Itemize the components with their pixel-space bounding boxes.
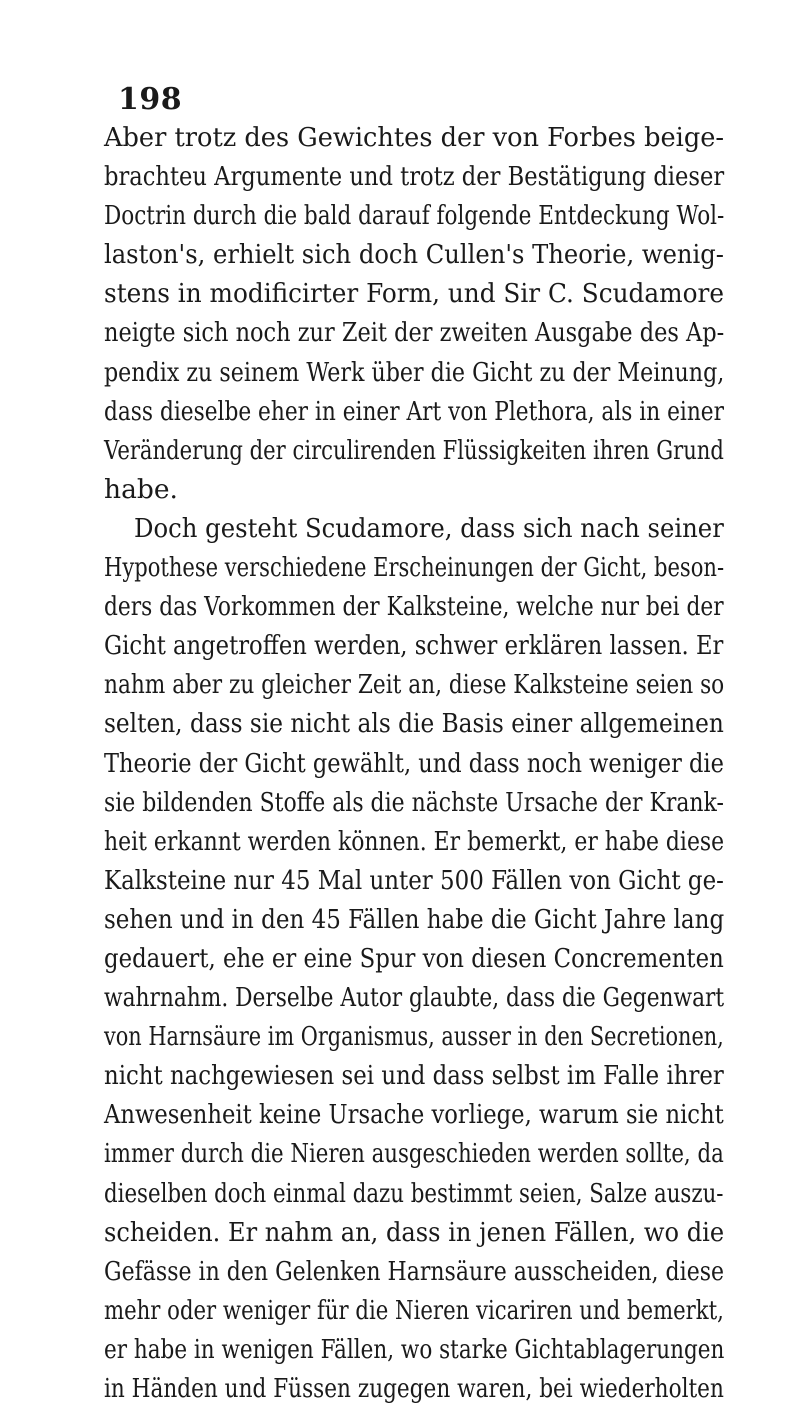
text-line: sie bildenden Stoffe als die nächste Ursache der Krank- (104, 786, 724, 818)
text-line: Gicht angetroffen werden, schwer erklären lassen. Er (104, 630, 724, 662)
text-line: dieselben doch einmal dazu bestimmt seien, Salze auszu- (104, 1177, 724, 1209)
page-number: 198 (118, 82, 183, 117)
text-line: pendix zu seinem Werk über die Gicht zu der Meinung, (104, 356, 725, 388)
text-line: dass dieselbe eher in einer Art von Plethora, als in einer (104, 395, 724, 427)
text-line: von Harnsäure im Organismus, ausser in den Secretionen, (104, 1021, 724, 1053)
text-line: Doctrin durch die bald darauf folgende Entdeckung Wol- (104, 200, 725, 232)
text-line: in Händen und Füssen zugegen waren, bei wiederholten (104, 1373, 724, 1404)
text-line: immer durch die Nieren ausgeschieden werden sollte, da (104, 1138, 724, 1170)
text-line: selten, dass sie nicht als die Basis einer allgemeinen (104, 708, 724, 740)
text-line: stens in modificirter Form, und Sir C. Scudamore (104, 278, 725, 310)
text-line: sehen und in den 45 Fällen habe die Gicht Jahre lang (104, 903, 725, 935)
text-line: Aber trotz des Gewichtes der von Forbes beige- (104, 122, 725, 153)
text-line: er habe in wenigen Fällen, wo starke Gichtablagerungen (104, 1333, 725, 1365)
text-line: Theorie der Gicht gewählt, und dass noch weniger die (104, 747, 724, 779)
body-text (104, 118, 724, 1408)
text-line: gedauert, ehe er eine Spur von diesen Concrementen (104, 942, 724, 974)
text-line: brachteu Argumente und trotz der Bestätigung dieser (104, 161, 725, 193)
text-line: nicht nachgewiesen sei und dass selbst im Falle ihrer (104, 1060, 724, 1092)
text-line: Kalksteine nur 45 Mal unter 500 Fällen von Gicht ge- (104, 864, 724, 896)
text-line: mehr oder weniger für die Nieren vicariren und bemerkt, (104, 1294, 724, 1326)
text-line: Doch gesteht Scudamore, dass sich nach seiner (134, 512, 724, 544)
text-line: ders das Vorkommen der Kalksteine, welche nur bei der (104, 591, 724, 623)
text-line: neigte sich noch zur Zeit der zweiten Ausgabe des Ap- (104, 317, 725, 349)
text-line: Gefässe in den Gelenken Harnsäure ausscheiden, diese (104, 1255, 725, 1287)
text-line: nahm aber zu gleicher Zeit an, diese Kalksteine seien so (104, 669, 725, 701)
text-line: wahrnahm. Derselbe Autor glaubte, dass die Gegenwart (104, 982, 725, 1014)
text-line: Anwesenheit keine Ursache vorliege, warum sie nicht (104, 1099, 724, 1131)
text-line: Hypothese verschiedene Erscheinungen der Gicht, beson- (104, 552, 725, 584)
text-line: laston's, erhielt sich doch Cullen's Theorie, wenig- (104, 239, 724, 271)
text-line: habe. (104, 473, 178, 505)
text-line: heit erkannt werden können. Er bemerkt, er habe diese (104, 825, 725, 857)
text-line: scheiden. Er nahm an, dass in jenen Fällen, wo die (104, 1216, 725, 1248)
text-line: Veränderung der circulirenden Flüssigkeiten ihren Grund (104, 434, 724, 466)
